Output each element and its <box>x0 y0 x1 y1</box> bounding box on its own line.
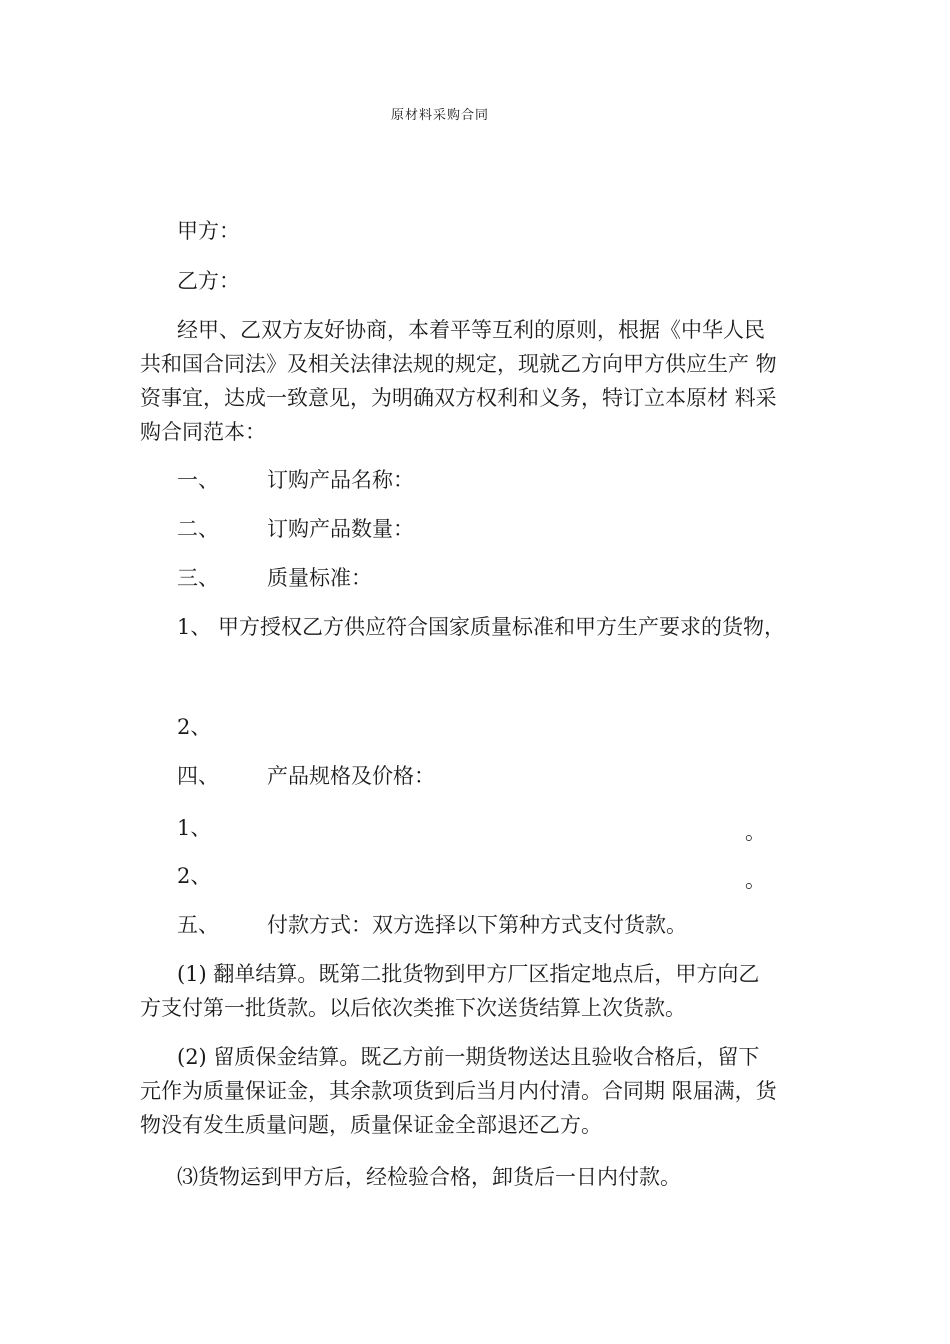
quality-item-2: 2、 <box>177 715 212 739</box>
payment-option-1 <box>140 957 830 1025</box>
section-2 <box>177 512 414 546</box>
intro-line: 资事宜，达成一致意见，为明确双方权利和义务，特订立本原材 料采 <box>140 386 777 410</box>
section-heading: 产品规格及价格： <box>267 764 435 788</box>
spec-item-2-period: 。 <box>745 868 766 892</box>
section-1 <box>177 463 414 497</box>
section-heading: 付款方式：双方选择以下第种方式支付货款。 <box>267 913 687 937</box>
intro-line: 共和国合同法》及相关法律法规的规定，现就乙方向甲方供应生产 物 <box>140 352 777 376</box>
party-a-label: 甲方： <box>177 219 240 243</box>
spec-item-1-period: 。 <box>745 820 766 844</box>
section-number: 一、 <box>177 468 219 492</box>
section-number: 五、 <box>177 913 219 937</box>
section-heading: 订购产品数量： <box>267 517 414 541</box>
payment-line: 物没有发生质量问题，质量保证金全部退还乙方。 <box>140 1113 602 1137</box>
intro-paragraph <box>140 313 830 449</box>
payment-line: (2) 留质保金结算。既乙方前一期货物送达且验收合格后，留下 <box>177 1045 760 1069</box>
section-number: 三、 <box>177 566 219 590</box>
section-heading: 质量标准： <box>267 566 372 590</box>
section-number: 二、 <box>177 517 219 541</box>
payment-option-2 <box>140 1040 830 1142</box>
payment-line: ⑶货物运到甲方后，经检验合格，卸货后一日内付款。 <box>177 1165 681 1189</box>
payment-option-3 <box>140 1160 830 1194</box>
spec-item-2: 2、 <box>177 864 212 888</box>
section-number: 四、 <box>177 764 219 788</box>
page-title: 原材料采购合同 <box>390 108 489 123</box>
payment-line: (1) 翻单结算。既第二批货物到甲方厂区指定地点后，甲方向乙 <box>177 962 760 986</box>
intro-line: 购合同范本： <box>140 420 266 444</box>
section-4 <box>177 759 435 793</box>
spec-item-1: 1、 <box>177 816 212 840</box>
quality-item-1: 1、 甲方授权乙方供应符合国家质量标准和甲方生产要求的货物， <box>177 615 786 639</box>
section-5 <box>177 908 687 942</box>
party-b-label: 乙方： <box>177 269 240 293</box>
payment-line: 元作为质量保证金，其余款项货到后当月内付清。合同期 限届满，货 <box>140 1079 777 1103</box>
payment-line: 方支付第一批货款。以后依次类推下次送货结算上次货款。 <box>140 996 686 1020</box>
section-heading: 订购产品名称： <box>267 468 414 492</box>
section-3 <box>177 561 372 595</box>
intro-line: 经甲、乙双方友好协商，本着平等互利的原则，根据《中华人民 <box>177 318 765 342</box>
